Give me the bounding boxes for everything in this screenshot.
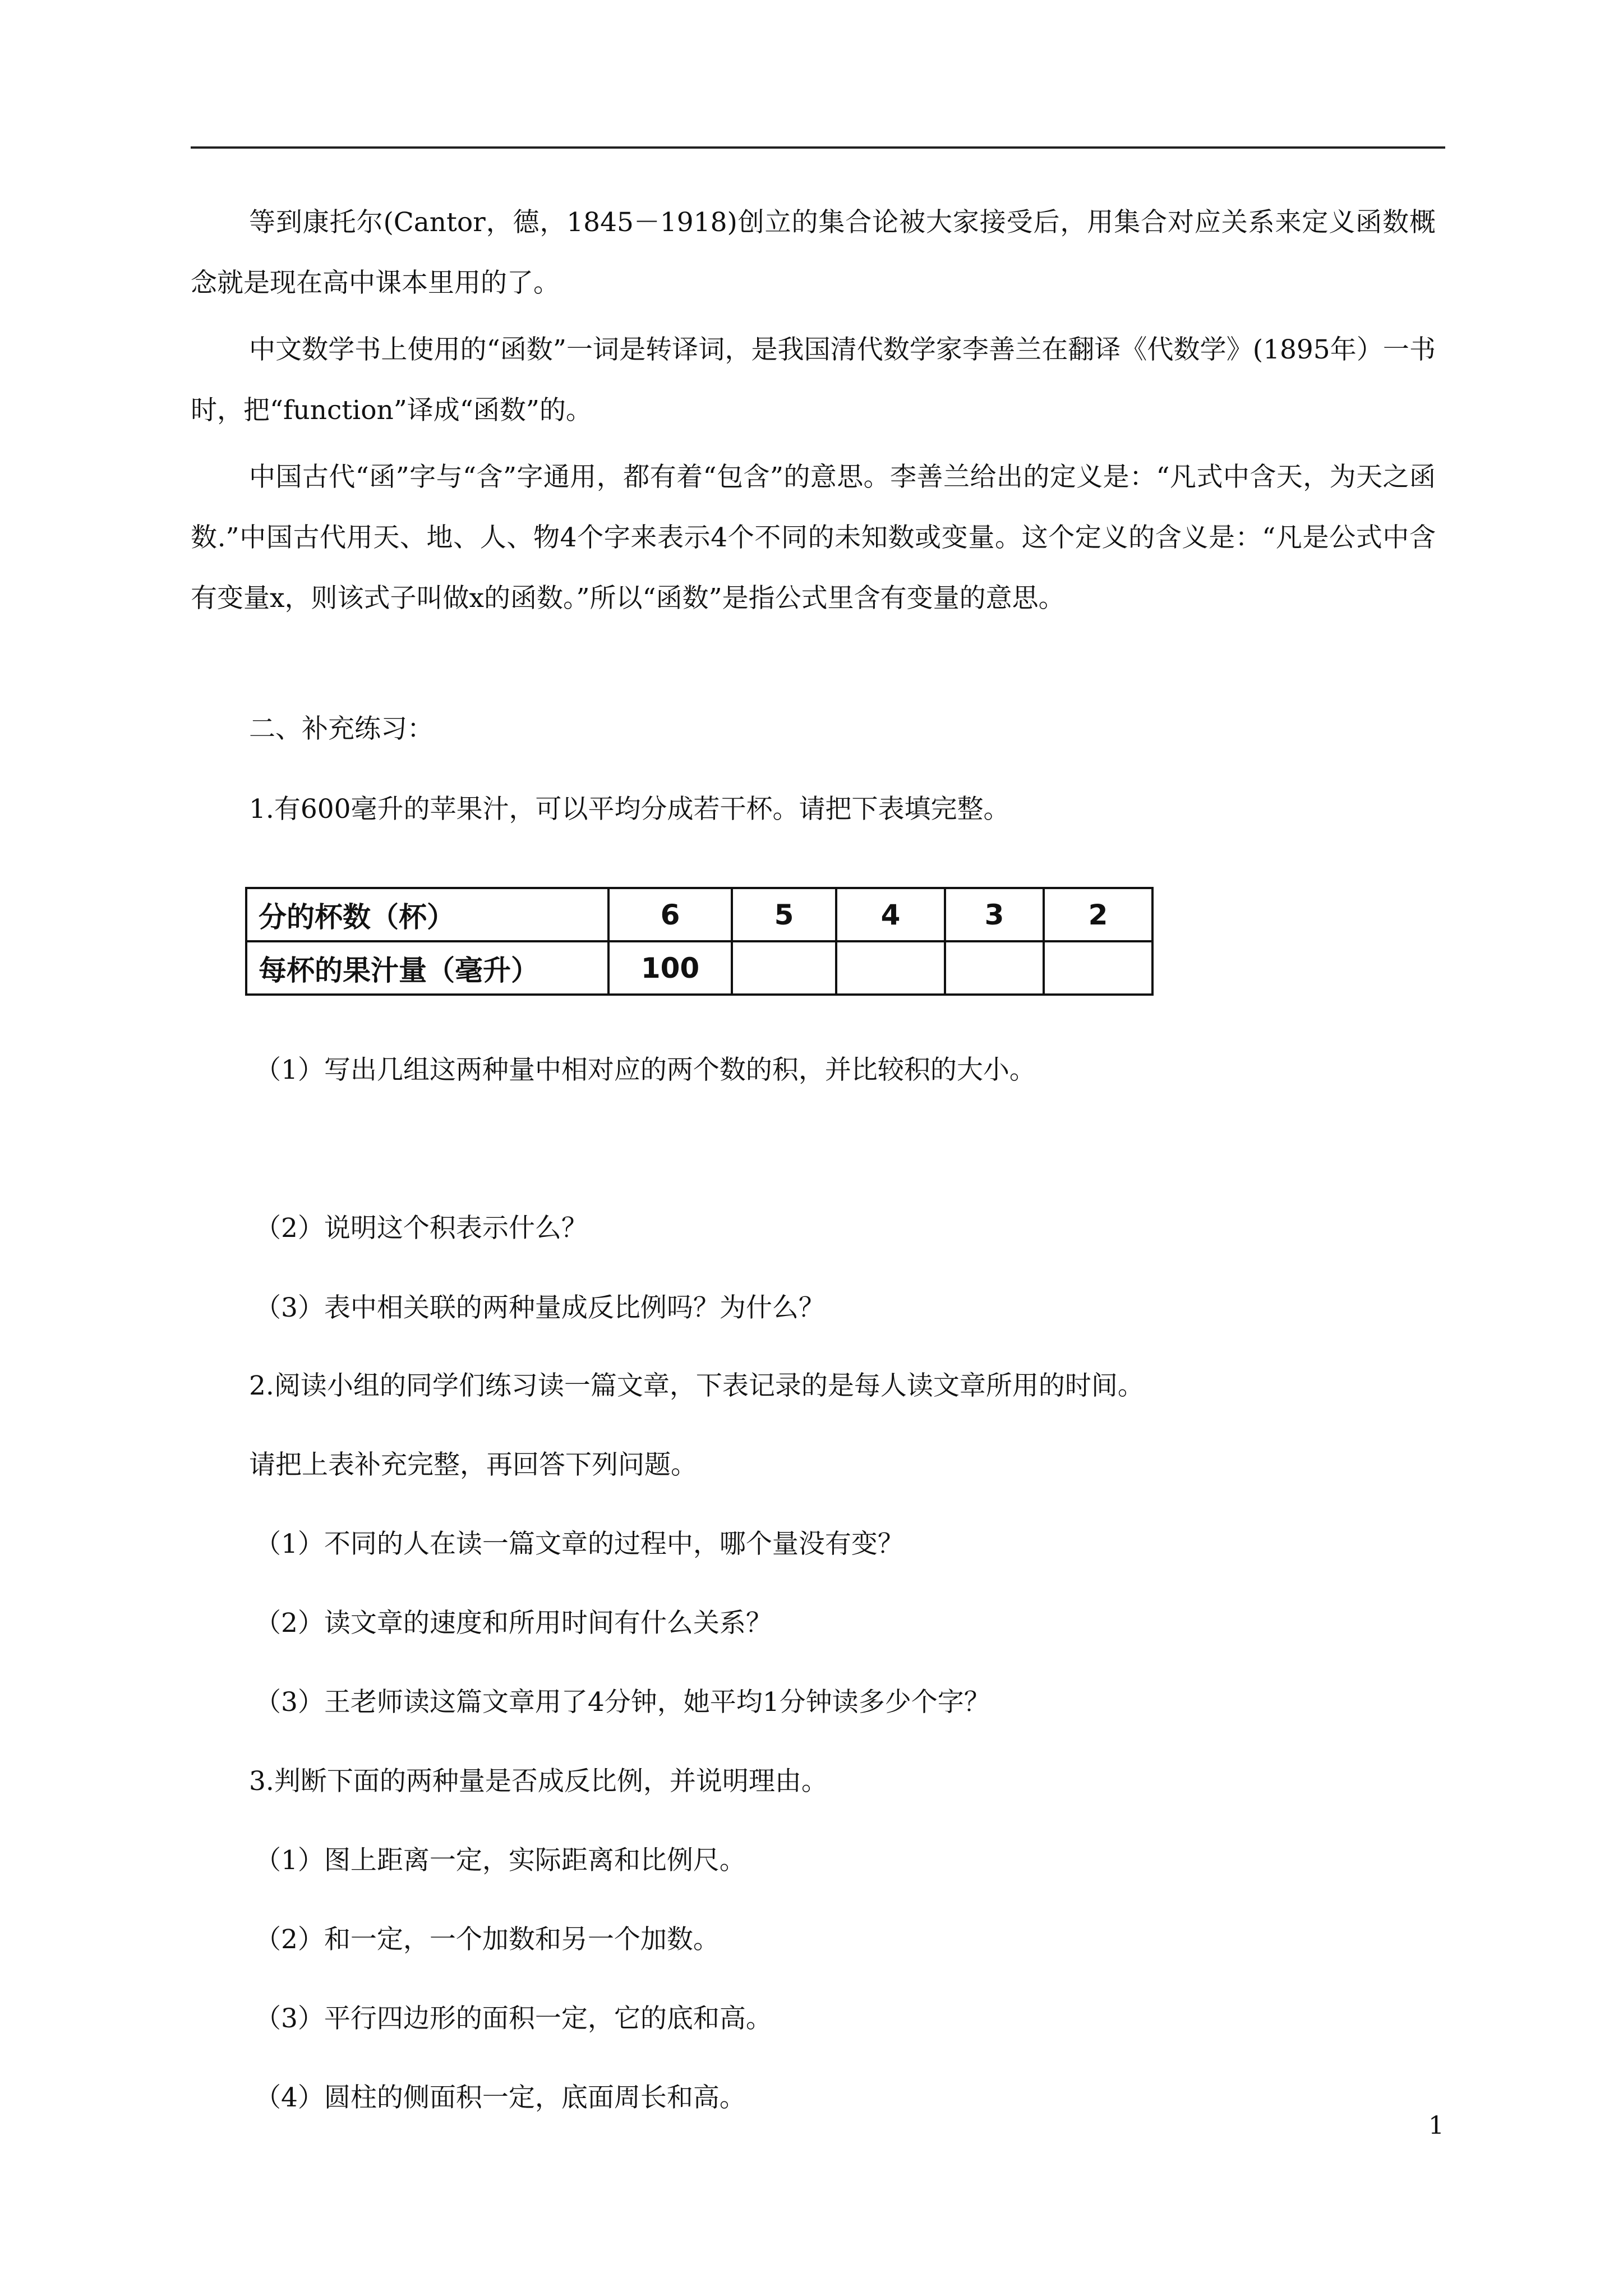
- exercise3-question-1: （1）图上距离一定，实际距离和比例尺。: [255, 1845, 746, 1876]
- exercise1-question-3: （3）表中相关联的两种量成反比例吗？为什么？: [255, 1292, 825, 1323]
- table-cell: 3: [945, 888, 1044, 941]
- table-cell: 5: [732, 888, 836, 941]
- table-cell: 4: [836, 888, 945, 941]
- table-cell-blank[interactable]: [1044, 941, 1152, 995]
- exercise1-prompt: 1.有600毫升的苹果汁，可以平均分成若干杯。请把下表填完整。: [249, 794, 1010, 825]
- juice-table: [245, 887, 1154, 996]
- exercise2-instruction: 请把上表补充完整，再回答下列问题。: [249, 1450, 697, 1480]
- table-row: [246, 941, 1152, 995]
- exercise1-question-2: （2）说明这个积表示什么？: [255, 1213, 588, 1244]
- table-cell: 2: [1044, 888, 1152, 941]
- header-rule: [191, 146, 1445, 149]
- exercise3-question-2: （2）和一定，一个加数和另一个加数。: [255, 1924, 720, 1955]
- table-cell-blank[interactable]: [732, 941, 836, 995]
- exercise2-prompt: 2.阅读小组的同学们练习读一篇文章，下表记录的是每人读文章所用的时间。: [249, 1370, 1144, 1401]
- table-cell: 6: [608, 888, 732, 941]
- paragraph-cantor: 等到康托尔(Cantor，德，1845－1918)创立的集合论被大家接受后，用集合对应关系来定义函数概念就是现在高中课本里用的了。: [191, 207, 1436, 298]
- page-number: 1: [1428, 2111, 1444, 2140]
- exercise2-question-3: （3）王老师读这篇文章用了4分钟，她平均1分钟读多少个字？: [255, 1687, 990, 1718]
- exercise3-question-4: （4）圆柱的侧面积一定，底面周长和高。: [255, 2082, 746, 2113]
- exercise2-question-1: （1）不同的人在读一篇文章的过程中，哪个量没有变？: [255, 1529, 904, 1559]
- exercise3-prompt: 3.判断下面的两种量是否成反比例，并说明理由。: [249, 1766, 828, 1797]
- table-row: [246, 888, 1152, 941]
- exercise1-question-1: （1）写出几组这两种量中相对应的两个数的积，并比较积的大小。: [255, 1055, 1036, 1085]
- table-row-header: 分的杯数（杯）: [246, 888, 608, 941]
- table-cell-blank[interactable]: [945, 941, 1044, 995]
- table-cell: 100: [608, 941, 732, 995]
- exercise3-question-3: （3）平行四边形的面积一定，它的底和高。: [255, 2003, 772, 2034]
- exercise2-question-2: （2）读文章的速度和所用时间有什么关系？: [255, 1608, 772, 1639]
- paragraph-translation: 中文数学书上使用的“函数”一词是转译词，是我国清代数学家李善兰在翻译《代数学》(1895年）一书时，把“function”译成“函数”的。: [191, 334, 1436, 426]
- table-row-header: 每杯的果汁量（毫升）: [246, 941, 608, 995]
- table-cell-blank[interactable]: [836, 941, 945, 995]
- section-heading: 二、补充练习：: [249, 714, 434, 744]
- paragraph-ancient-meaning: 中国古代“函”字与“含”字通用，都有着“包含”的意思。李善兰给出的定义是：“凡式中含天，为天之函数.”中国古代用天、地、人、物4个字来表示4个不同的未知数或变量。这个定义的含义是：“凡是公式中含有变量x，则该式子叫做x的函数。”所以“函数”是指公式里含有变量的意思。: [191, 462, 1436, 614]
